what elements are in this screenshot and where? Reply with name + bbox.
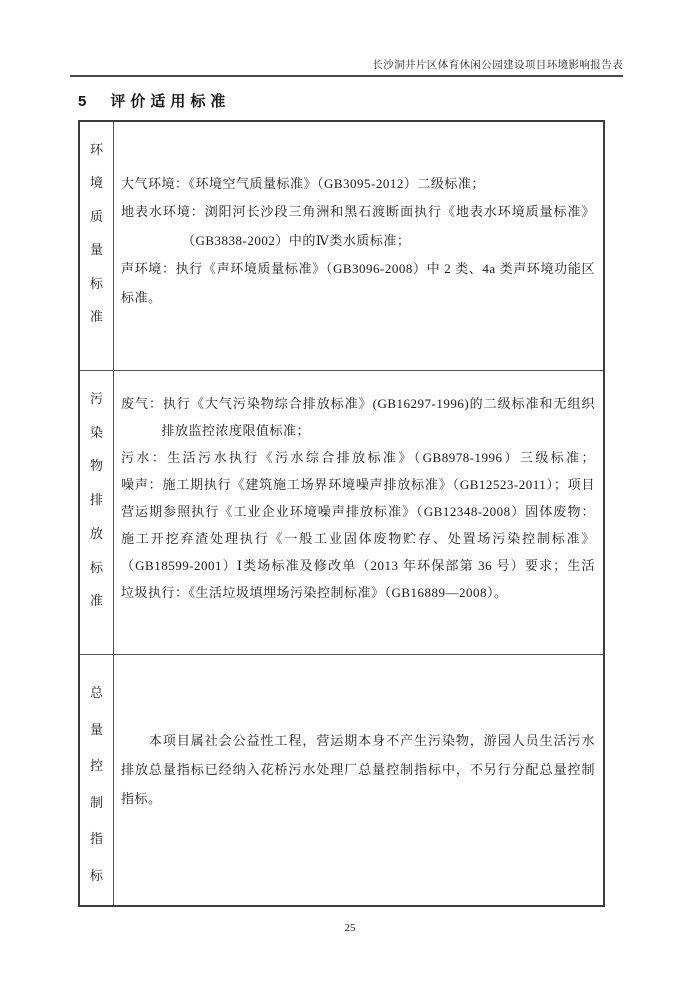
label-char: 环 xyxy=(89,141,103,157)
report-header-title: 长沙洞井片区体育休闲公园建设项目环境影响报告表 xyxy=(372,60,623,71)
table-row-total-amount-control-indicators xyxy=(80,654,603,905)
section-number: 5 xyxy=(78,93,87,110)
row-label xyxy=(80,371,114,654)
page-number: 25 xyxy=(344,922,356,934)
label-char: 标 xyxy=(89,867,103,883)
text-line: 地表水环境：浏阳河长沙段三角洲和黑石渡断面执行《地表水环境质量标准》 xyxy=(121,204,595,220)
text-line: 垃圾执行：《生活垃圾填埋场污染控制标准》（GB16889—2008）。 xyxy=(121,584,508,600)
text-line: 指标。 xyxy=(121,790,162,806)
text-line: 排放监控浓度限值标准； xyxy=(121,422,311,438)
text-line: 废气：执行《大气污染物综合排放标准》(GB16297-1996)的二级标准和无组织 xyxy=(121,395,595,411)
label-char: 量 xyxy=(89,242,103,258)
label-char: 指 xyxy=(89,831,103,847)
row-label xyxy=(80,122,114,370)
row-content xyxy=(114,655,603,905)
section-title: 评价适用标准 xyxy=(110,93,231,110)
label-char: 标 xyxy=(89,275,103,291)
text-line: （GB3838-2002）中的Ⅳ类水质标准； xyxy=(121,232,411,248)
standards-table xyxy=(78,120,605,907)
text-line: 施工开挖弃渣处理执行《一般工业固体废物贮存、处置场污染控制标准》 xyxy=(121,530,595,546)
text-line: 营运期参照执行《工业企业环境噪声排放标准》（GB12348-2008）固体废物： xyxy=(121,503,595,519)
text-line: 标准。 xyxy=(121,289,162,305)
label-char: 放 xyxy=(89,525,103,541)
header-divider xyxy=(70,75,623,77)
text-line: 排放总量指标已经纳入花桥污水处理厂总量控制指标中，不另行分配总量控制 xyxy=(121,761,595,777)
label-char: 控 xyxy=(89,758,103,774)
section-heading xyxy=(78,90,230,111)
row-content xyxy=(114,371,603,654)
text-line: （GB18599-2001）Ⅰ类场标准及修改单（2013 年环保部第 36 号）要求；生活 xyxy=(121,557,595,573)
label-char: 准 xyxy=(89,593,103,609)
label-char: 污 xyxy=(89,390,103,406)
label-char: 染 xyxy=(89,424,103,440)
label-char: 制 xyxy=(89,794,103,810)
text-line: 本项目属社会公益性工程，营运期本身不产生污染物，游园人员生活污水 xyxy=(121,732,595,748)
text-line: 污水：生活污水执行《污水综合排放标准》（GB8978-1996）三级标准； xyxy=(121,449,595,465)
row-label xyxy=(80,655,114,905)
table-row-pollutant-discharge-standards xyxy=(80,370,603,654)
label-char: 物 xyxy=(89,458,103,474)
label-char: 准 xyxy=(89,309,103,325)
label-char: 量 xyxy=(89,721,103,737)
text-line: 声环境：执行《声环境质量标准》（GB3096-2008）中 2 类、4a 类声环境功能区 xyxy=(121,261,595,277)
text-line: 噪声：施工期执行《建筑施工场界环境噪声排放标准》（GB12523-2011）；项目 xyxy=(121,476,595,492)
row-content xyxy=(114,122,603,370)
label-char: 境 xyxy=(89,175,103,191)
label-char: 质 xyxy=(89,208,103,224)
label-char: 总 xyxy=(89,685,103,701)
label-char: 排 xyxy=(89,492,103,507)
table-row-environmental-quality-standards xyxy=(80,122,603,370)
label-char: 标 xyxy=(89,559,103,575)
text-line: 大气环境：《环境空气质量标准》（GB3095-2012）二级标准； xyxy=(121,175,485,191)
